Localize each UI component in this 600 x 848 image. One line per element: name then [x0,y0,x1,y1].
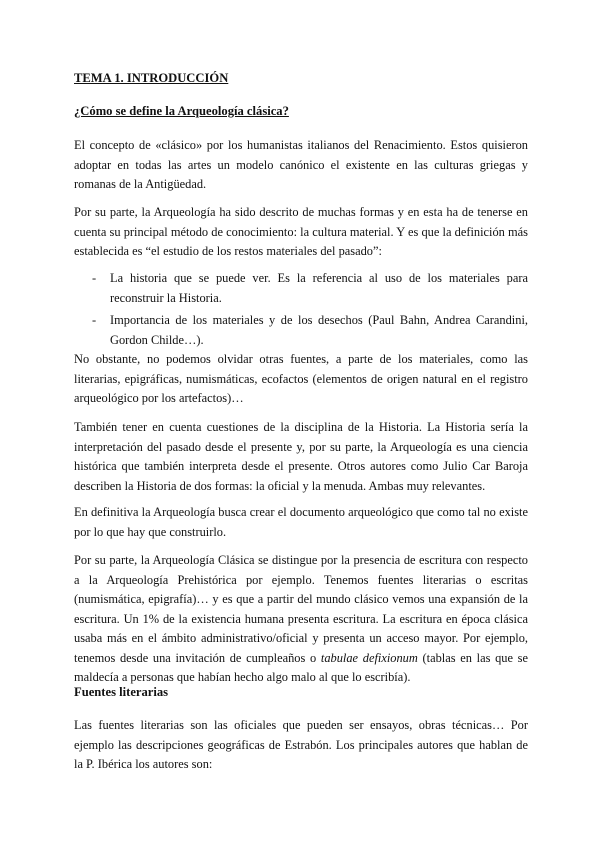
list-dash: - [92,271,97,285]
paragraph-text: Por su parte, la Arqueología Clásica se distingue por la presencia de escritura con respecto a la Arqueología Prehistórica por ejemplo. Tenemos fuentes literarias o escritas (numismática, epigrafía)… y es que a partir del mundo clásico vemos una expansión de la escritura. Un 1% de la existencia humana presenta escritura. La escritura en época clásica usaba más en el ámbito administrativo/oficial y presenta un acceso mayor. Por ejemplo, tenemos desde una invitación de cumpleaños o [74,553,528,665]
paragraph-other-sources: No obstante, no podemos olvidar otras fuentes, a parte de los materiales, como las literarias, epigráficas, numismáticas, ecofactos (elementos de origen natural en el registro arqueológico por los artefactos)… [74,352,528,405]
paragraph-history-discipline: También tener en cuenta cuestiones de la disciplina de la Historia. La Historia sería la interpretación del pasado desde el presente y, por su parte, la Arqueología es una ciencia histórica que también interpreta desde el presente. Otros autores como Julio Car Baroja describen la Historia de dos formas: la oficial y la menuda. Ambas muy relevantes. [74,420,528,493]
list-item-text: La historia que se puede ver. Es la referencia al uso de los materiales para reconstruir la Historia. [110,271,528,305]
paragraph-classic-concept: El concepto de «clásico» por los humanistas italianos del Renacimiento. Estos quisieron adoptar en todas las artes un modelo canónico el existente en las culturas griegas y romanas de la Antigüedad. [74,138,528,191]
paragraph-classical-writing [74,551,528,688]
italic-term: tabulae defixionum [320,650,418,665]
list-dash: - [92,313,97,327]
paragraph-archaeology-definition: Por su parte, la Arqueología ha sido descrito de muchas formas y en esta ha de tenerse en cuenta su principal método de conocimiento: la cultura material. Y es que la definición más establecida es “el estudio de los restos materiales del pasado”: [74,205,528,258]
definition-list [74,269,528,353]
doc-title: TEMA 1. INTRODUCCIÓN [74,71,229,85]
section-heading-literary-sources: Fuentes literarias [74,685,169,699]
list-item [74,311,528,350]
paragraph-text: (tablas en las que se maldecía a personas que habían hecho algo malo al que lo escribía). [74,650,528,684]
list-item-text: Importancia de los materiales y de los desechos (Paul Bahn, Andrea Carandini, Gordon Childe…). [110,313,528,347]
list-item [74,269,528,308]
paragraph-literary-sources: Las fuentes literarias son las oficiales que pueden ser ensayos, obras técnicas… Por ejemplo las descripciones geográficas de Estrabón. Los principales autores que hablan de la P. Ibérica los autores son: [74,718,528,771]
section-subtitle: ¿Cómo se define la Arqueología clásica? [74,104,289,118]
paragraph-archaeological-document: En definitiva la Arqueología busca crear el documento arqueológico que como tal no existe por lo que hay que construirlo. [74,505,528,539]
